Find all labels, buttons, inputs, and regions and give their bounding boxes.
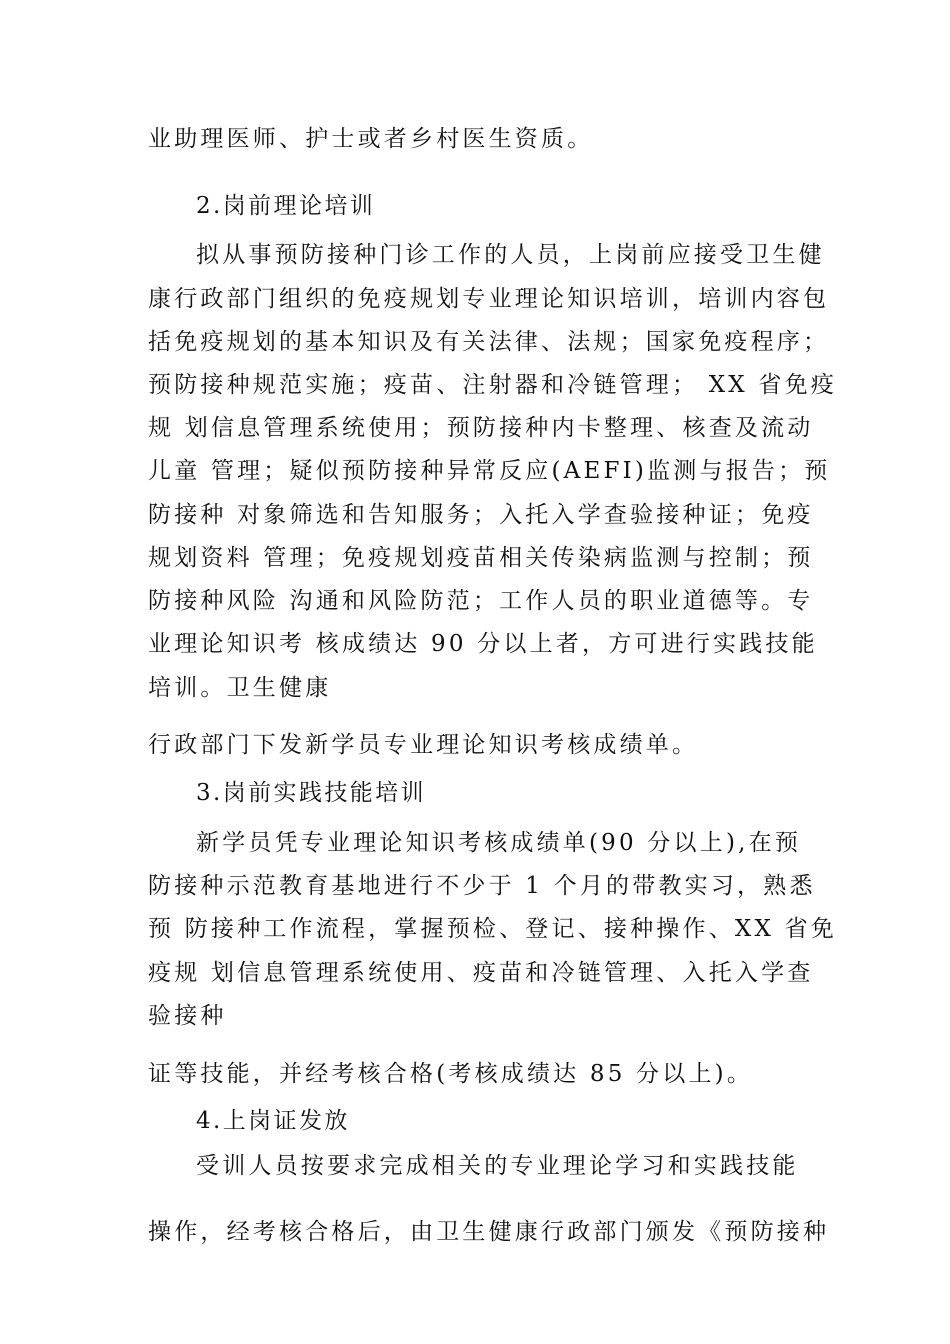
text-line: 新学员凭专业理论知识考核成绩单(90 分以上),在预 xyxy=(196,830,802,856)
text-line: 业助理医师、护士或者乡村医生资质。 xyxy=(148,126,594,152)
text-line: 培训。卫生健康 xyxy=(148,675,332,701)
text-line: 儿童 管理；疑似预防接种异常反应(AEFI)监测与报告；预 xyxy=(148,458,831,484)
text-line: 规划资料 管理；免疫规划疫苗相关传染病监测与控制；预 xyxy=(148,545,814,571)
text-line: 防接种 对象筛选和告知服务；入托入学查验接种证；免疫 xyxy=(148,502,814,528)
text-line: 疫规 划信息管理系统使用、疫苗和冷链管理、入托入学查 xyxy=(148,960,814,986)
text-line: 预 防接种工作流程，掌握预检、登记、接种操作、XX 省免 xyxy=(148,916,837,942)
text-line: 防接种示范教育基地进行不少于 1 个月的带教实习，熟悉 xyxy=(148,873,816,899)
text-line: 操作，经考核合格后，由卫生健康行政部门颁发《预防接种 xyxy=(148,1219,830,1245)
text-line: 括免疫规划的基本知识及有关法律、法规；国家免疫程序； xyxy=(148,329,830,355)
text-line: 拟从事预防接种门诊工作的人员，上岗前应接受卫生健 xyxy=(196,242,825,268)
section-heading: 2.岗前理论培训 xyxy=(196,193,376,219)
section-heading: 4.上岗证发放 xyxy=(196,1108,350,1134)
text-line: 证等技能，并经考核合格(考核成绩达 85 分以上)。 xyxy=(148,1061,754,1087)
text-line: 验接种 xyxy=(148,1003,227,1029)
text-line: 规 划信息管理系统使用；预防接种内卡整理、核查及流动 xyxy=(148,415,814,441)
text-line: 业理论知识考 核成绩达 90 分以上者，方可进行实践技能 xyxy=(148,631,818,657)
text-line: 预防接种规范实施；疫苗、注射器和冷链管理； XX 省免疫 xyxy=(148,372,837,398)
section-heading: 3.岗前实践技能培训 xyxy=(196,780,426,806)
text-line: 防接种风险 沟通和风险防范；工作人员的职业道德等。专 xyxy=(148,588,814,614)
text-line: 康行政部门组织的免疫规划专业理论知识培训，培训内容包 xyxy=(148,286,830,312)
text-line: 行政部门下发新学员专业理论知识考核成绩单。 xyxy=(148,732,699,758)
text-line: 受训人员按要求完成相关的专业理论学习和实践技能 xyxy=(196,1153,799,1179)
